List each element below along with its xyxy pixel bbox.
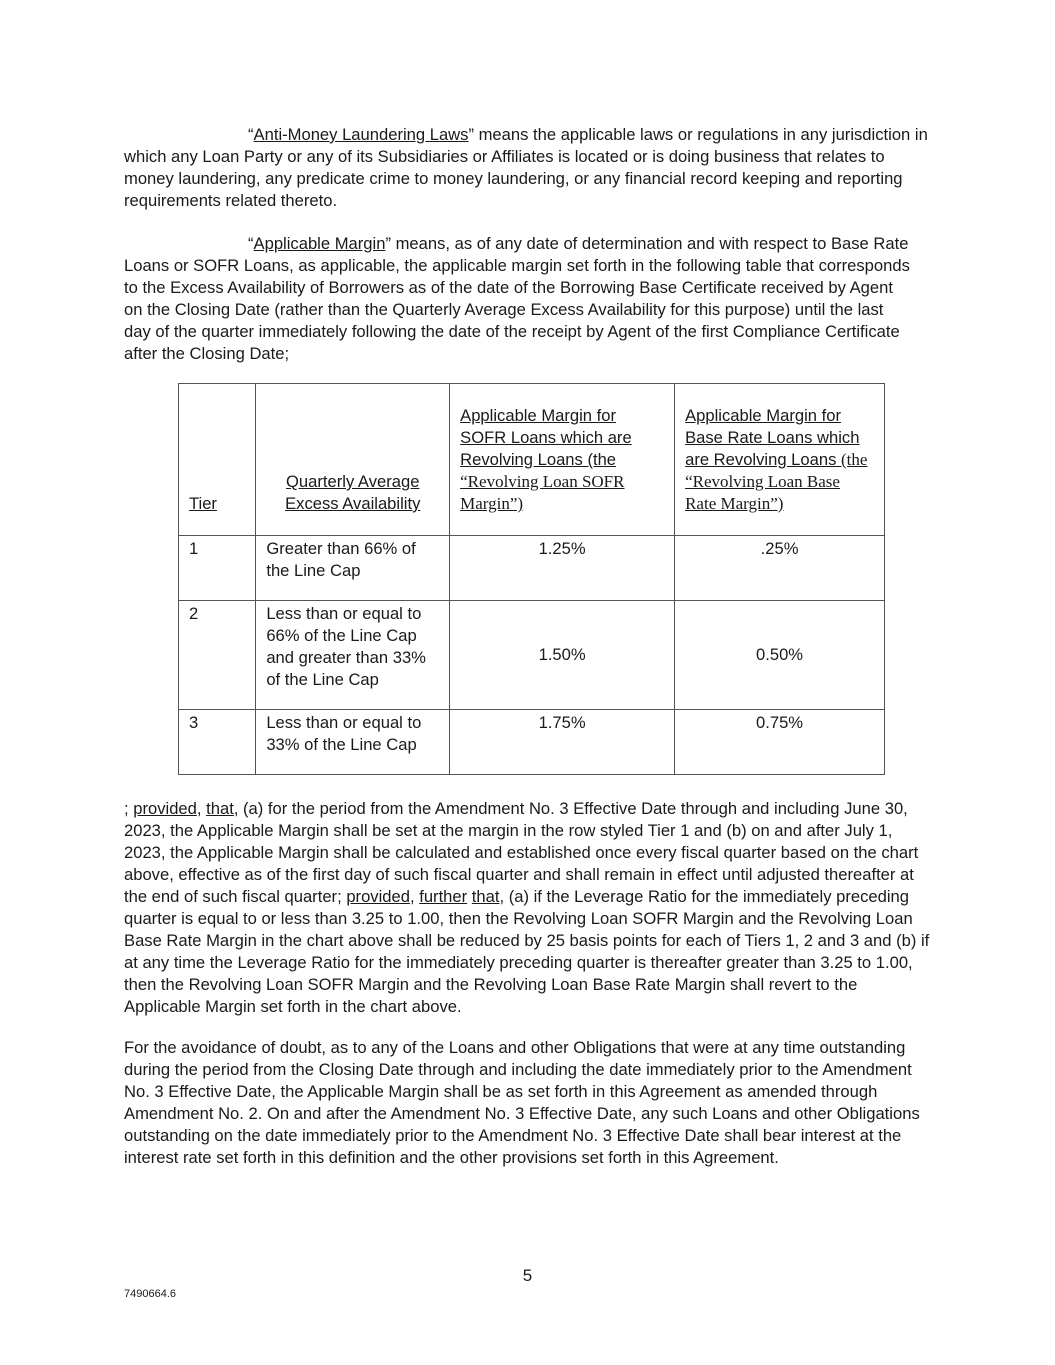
proviso-text: , <box>196 799 207 818</box>
proviso-that: that <box>471 887 500 906</box>
sofr-margin-cell: 1.50% <box>450 601 675 710</box>
header-sofr-label: Applicable Margin for SOFR Loans which are Revolving Loans (the <box>460 406 632 469</box>
proviso-further: further <box>419 887 468 906</box>
avoidance-of-doubt-paragraph: For the avoidance of doubt, as to any of the Loans and other Obligations that were at any time outstanding during the period from the Closing Date through and including the date immediately prior to the Amendment No. 3 Effective Date, the Applicable Margin shall be as set forth in this Agreement as amended through Amendment No. 2. On and after the Amendment No. 3 Effective Date, any such Loans and other Obligations outstanding on the date immediately prior to the Amendment No. 3 Effective Date shall bear interest at the interest rate set forth in this definition and the other provisions set forth in this Agreement. <box>124 1038 920 1167</box>
sofr-margin-cell: 1.75% <box>450 710 675 775</box>
applicable-margin-definition <box>124 233 914 365</box>
proviso-text: ; <box>124 799 134 818</box>
document-id: 7490664.6 <box>124 1288 176 1300</box>
header-availability <box>256 384 450 536</box>
aml-definition <box>124 124 934 212</box>
table-row <box>179 601 885 710</box>
am-term: Applicable Margin <box>253 234 386 253</box>
availability-cell: Less than or equal to 66% of the Line Cap and greater than 33% of the Line Cap <box>256 601 450 710</box>
applicable-margin-table <box>178 383 885 775</box>
base-margin-cell: 0.75% <box>675 710 885 775</box>
header-tier-label: Tier <box>189 494 217 513</box>
header-sofr-defined-term: “Revolving Loan SOFR Margin”) <box>460 472 625 513</box>
am-open-quote: “ <box>248 234 254 253</box>
aml-text: ” means the applicable laws or regulations in any jurisdiction in which any Loan Party or any of its Subsidiaries or Affiliates is located or is doing business that relates to money laundering, any predicate crime to money laundering, or any financial record keeping and reporting requirements related thereto. <box>124 125 928 210</box>
table-row <box>179 710 885 775</box>
tier-cell: 2 <box>179 601 256 710</box>
availability-cell: Less than or equal to 33% of the Line Cap <box>256 710 450 775</box>
page-number: 5 <box>522 1266 533 1285</box>
aml-open-quote: “ <box>248 125 254 144</box>
sofr-margin-cell: 1.25% <box>450 536 675 601</box>
proviso-that: that <box>206 799 234 818</box>
proviso-provided: provided <box>133 799 197 818</box>
proviso-text: , <box>409 887 420 906</box>
header-base-defined-term: (the “Revolving Loan Base Rate Margin”) <box>685 450 868 513</box>
am-text: ” means, as of any date of determination and with respect to Base Rate Loans or SOFR Loans, as applicable, the applicable margin set forth in the following table that corresponds to the Excess Availability of Borrowers as of the date of the Borrowing Base Certificate received by Agent on the Closing Date (rather than the Quarterly Average Excess Availability for this purpose) until the last day of the quarter immediately following the date of the receipt by Agent of the first Compliance Certificate after the Closing Date; <box>124 234 910 363</box>
aml-term: Anti-Money Laundering Laws <box>253 125 469 144</box>
header-sofr-margin <box>450 384 675 536</box>
tier-cell: 1 <box>179 536 256 601</box>
header-base-margin <box>675 384 885 536</box>
proviso-text: , (a) for the period from the Amendment No. 3 Effective Date through and including June 30, 2023, the Applicable Margin shall be set at the margin in the row styled Tier 1 and (b) on and after July 1, 2023, the Applicable Margin shall be calculated and established once every fiscal quarter based on the chart above, effective as of the first day of such fiscal quarter and shall remain in effect until adjusted thereafter at the end of such fiscal quarter; <box>124 799 919 906</box>
availability-cell: Greater than 66% of the Line Cap <box>256 536 450 601</box>
base-margin-cell: 0.50% <box>675 601 885 710</box>
proviso-paragraph <box>124 798 934 1018</box>
proviso-provided: provided <box>346 887 410 906</box>
header-base-label: Applicable Margin for Base Rate Loans which are Revolving Loans <box>685 406 860 469</box>
proviso-text: , (a) if the Leverage Ratio for the immediately preceding quarter is equal to or less than 3.25 to 1.00, then the Revolving Loan SOFR Margin and the Revolving Loan Base Rate Margin in the chart above shall be reduced by 25 basis points for each of Tiers 1, 2 and 3 and (b) if at any time the Leverage Ratio for the immediately preceding quarter is thereafter greater than 3.25 to 1.00, then the Revolving Loan SOFR Margin and the Revolving Loan Base Rate Margin shall revert to the Applicable Margin set forth in the chart above. <box>124 887 930 1016</box>
table-header-row <box>179 384 885 536</box>
tier-cell: 3 <box>179 710 256 775</box>
header-tier <box>179 384 256 536</box>
base-margin-cell: .25% <box>675 536 885 601</box>
header-availability-label: Quarterly Average Excess Availability <box>285 472 421 513</box>
table-row <box>179 536 885 601</box>
